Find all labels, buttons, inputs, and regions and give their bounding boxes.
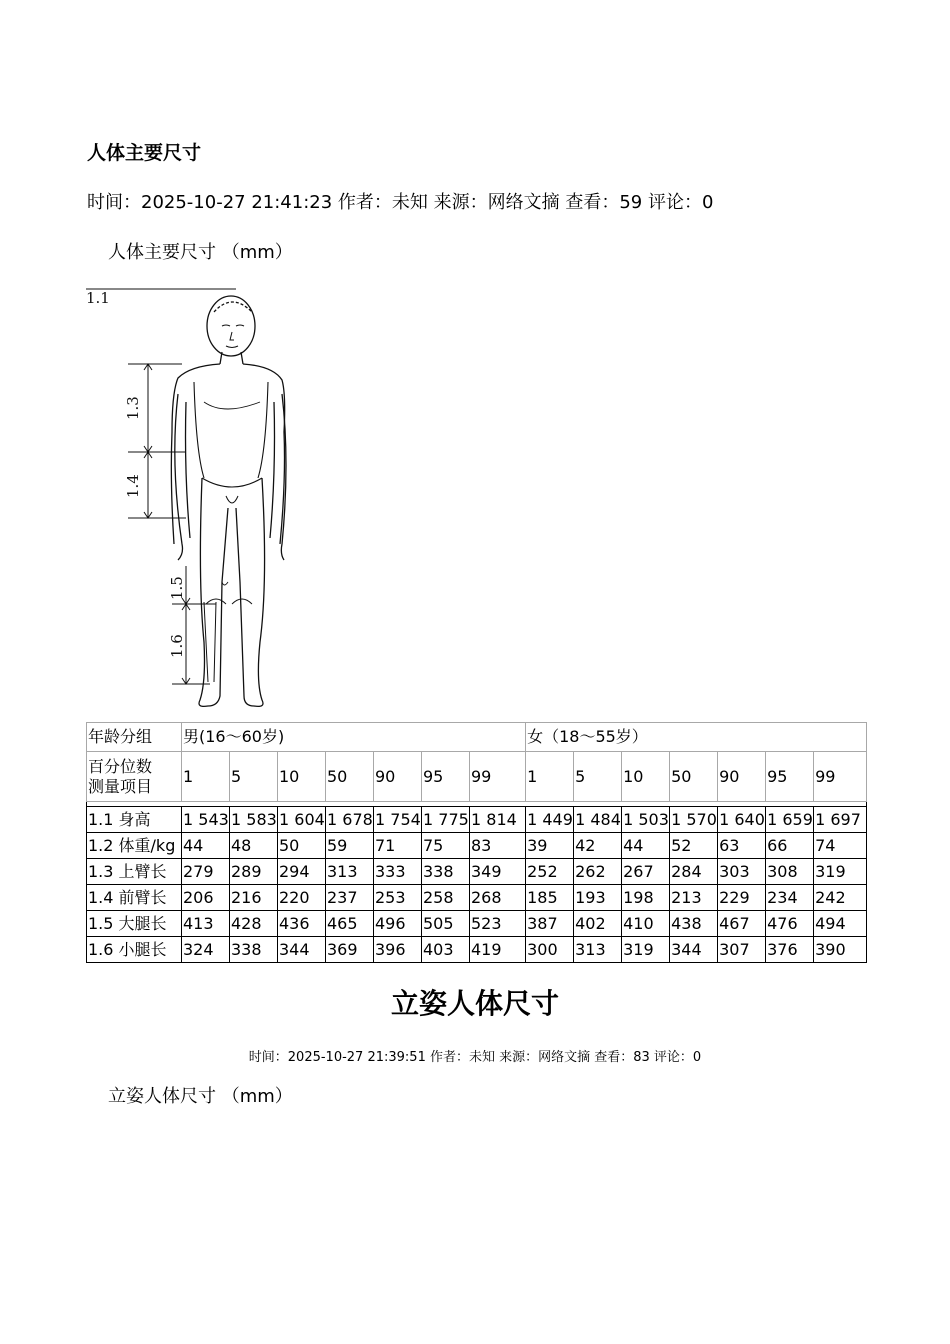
value-cell: 324 bbox=[182, 937, 230, 963]
value-cell: 1 449 bbox=[526, 807, 574, 833]
percentile-row bbox=[87, 752, 867, 802]
percentile-cell: 90 bbox=[718, 752, 766, 802]
label-1-3: 1.3 bbox=[124, 396, 142, 420]
corner-measure-item: 测量项目 bbox=[88, 776, 153, 796]
value-cell: 413 bbox=[182, 911, 230, 937]
label-1-5: 1.5 bbox=[168, 576, 186, 600]
value-cell: 1 678 bbox=[326, 807, 374, 833]
male-group-header: 男(16～60岁) bbox=[182, 723, 526, 752]
value-cell: 390 bbox=[814, 937, 867, 963]
value-cell: 39 bbox=[526, 833, 574, 859]
percentile-cell: 99 bbox=[814, 752, 867, 802]
percentile-cell: 10 bbox=[622, 752, 670, 802]
table-row bbox=[87, 833, 867, 859]
value-cell: 300 bbox=[526, 937, 574, 963]
dimension-table bbox=[86, 722, 864, 963]
value-cell: 319 bbox=[622, 937, 670, 963]
percentile-cell: 10 bbox=[278, 752, 326, 802]
value-cell: 1 659 bbox=[766, 807, 814, 833]
value-cell: 387 bbox=[526, 911, 574, 937]
value-cell: 1 814 bbox=[470, 807, 526, 833]
measure-item-cell: 1.4 前臂长 bbox=[87, 885, 182, 911]
value-cell: 71 bbox=[374, 833, 422, 859]
table-row bbox=[87, 885, 867, 911]
value-cell: 303 bbox=[718, 859, 766, 885]
value-cell: 268 bbox=[470, 885, 526, 911]
value-cell: 42 bbox=[574, 833, 622, 859]
value-cell: 279 bbox=[182, 859, 230, 885]
label-1-1: 1.1 bbox=[86, 289, 110, 307]
table-row bbox=[87, 807, 867, 833]
value-cell: 75 bbox=[422, 833, 470, 859]
value-cell: 338 bbox=[422, 859, 470, 885]
value-cell: 294 bbox=[278, 859, 326, 885]
value-cell: 1 543 bbox=[182, 807, 230, 833]
value-cell: 1 775 bbox=[422, 807, 470, 833]
value-cell: 496 bbox=[374, 911, 422, 937]
value-cell: 403 bbox=[422, 937, 470, 963]
value-cell: 319 bbox=[814, 859, 867, 885]
value-cell: 494 bbox=[814, 911, 867, 937]
value-cell: 267 bbox=[622, 859, 670, 885]
value-cell: 376 bbox=[766, 937, 814, 963]
table-row bbox=[87, 937, 867, 963]
section-subtitle: 人体主要尺寸 （mm） bbox=[108, 242, 293, 263]
value-cell: 476 bbox=[766, 911, 814, 937]
percentile-cell: 5 bbox=[230, 752, 278, 802]
value-cell: 467 bbox=[718, 911, 766, 937]
measure-item-cell: 1.2 体重/kg bbox=[87, 833, 182, 859]
percentile-cell: 5 bbox=[574, 752, 622, 802]
table-row bbox=[87, 859, 867, 885]
article-meta: 时间：2025-10-27 21:41:23 作者：未知 来源：网络文摘 查看：59 评论：0 bbox=[87, 192, 714, 213]
value-cell: 193 bbox=[574, 885, 622, 911]
value-cell: 262 bbox=[574, 859, 622, 885]
value-cell: 307 bbox=[718, 937, 766, 963]
value-cell: 185 bbox=[526, 885, 574, 911]
value-cell: 402 bbox=[574, 911, 622, 937]
value-cell: 1 570 bbox=[670, 807, 718, 833]
value-cell: 83 bbox=[470, 833, 526, 859]
value-cell: 284 bbox=[670, 859, 718, 885]
value-cell: 252 bbox=[526, 859, 574, 885]
value-cell: 48 bbox=[230, 833, 278, 859]
article-meta-2: 时间：2025-10-27 21:39:51 作者：未知 来源：网络文摘 查看：83 评论：0 bbox=[248, 1050, 702, 1065]
value-cell: 338 bbox=[230, 937, 278, 963]
article-title: 人体主要尺寸 bbox=[87, 142, 202, 164]
value-cell: 50 bbox=[278, 833, 326, 859]
value-cell: 428 bbox=[230, 911, 278, 937]
value-cell: 216 bbox=[230, 885, 278, 911]
value-cell: 436 bbox=[278, 911, 326, 937]
percentile-cell: 95 bbox=[422, 752, 470, 802]
label-1-4: 1.4 bbox=[124, 474, 142, 498]
percentile-cell: 1 bbox=[182, 752, 230, 802]
value-cell: 198 bbox=[622, 885, 670, 911]
body-dimension-figure bbox=[86, 282, 386, 714]
value-cell: 523 bbox=[470, 911, 526, 937]
value-cell: 242 bbox=[814, 885, 867, 911]
value-cell: 1 583 bbox=[230, 807, 278, 833]
value-cell: 333 bbox=[374, 859, 422, 885]
value-cell: 505 bbox=[422, 911, 470, 937]
percentile-cell: 50 bbox=[326, 752, 374, 802]
table-header-row bbox=[87, 723, 867, 752]
female-group-header: 女（18～55岁） bbox=[526, 723, 867, 752]
measure-item-cell: 1.1 身高 bbox=[87, 807, 182, 833]
corner-percentile-item bbox=[87, 752, 182, 802]
value-cell: 74 bbox=[814, 833, 867, 859]
percentile-cell: 90 bbox=[374, 752, 422, 802]
corner-age-group: 年龄分组 bbox=[87, 723, 182, 752]
value-cell: 369 bbox=[326, 937, 374, 963]
value-cell: 308 bbox=[766, 859, 814, 885]
value-cell: 1 697 bbox=[814, 807, 867, 833]
value-cell: 237 bbox=[326, 885, 374, 911]
value-cell: 1 503 bbox=[622, 807, 670, 833]
value-cell: 344 bbox=[670, 937, 718, 963]
value-cell: 59 bbox=[326, 833, 374, 859]
value-cell: 410 bbox=[622, 911, 670, 937]
section-subtitle-2: 立姿人体尺寸 （mm） bbox=[108, 1086, 293, 1107]
measure-item-cell: 1.6 小腿长 bbox=[87, 937, 182, 963]
value-cell: 1 640 bbox=[718, 807, 766, 833]
value-cell: 419 bbox=[470, 937, 526, 963]
percentile-cell: 50 bbox=[670, 752, 718, 802]
value-cell: 63 bbox=[718, 833, 766, 859]
percentile-cell: 1 bbox=[526, 752, 574, 802]
value-cell: 313 bbox=[574, 937, 622, 963]
percentile-cell: 95 bbox=[766, 752, 814, 802]
corner-percentile: 百分位数 bbox=[88, 756, 153, 776]
measure-item-cell: 1.3 上臂长 bbox=[87, 859, 182, 885]
value-cell: 438 bbox=[670, 911, 718, 937]
value-cell: 1 604 bbox=[278, 807, 326, 833]
label-1-6: 1.6 bbox=[168, 634, 186, 658]
value-cell: 313 bbox=[326, 859, 374, 885]
value-cell: 229 bbox=[718, 885, 766, 911]
value-cell: 66 bbox=[766, 833, 814, 859]
value-cell: 206 bbox=[182, 885, 230, 911]
value-cell: 44 bbox=[622, 833, 670, 859]
value-cell: 465 bbox=[326, 911, 374, 937]
value-cell: 289 bbox=[230, 859, 278, 885]
value-cell: 52 bbox=[670, 833, 718, 859]
measure-item-cell: 1.5 大腿长 bbox=[87, 911, 182, 937]
value-cell: 349 bbox=[470, 859, 526, 885]
value-cell: 253 bbox=[374, 885, 422, 911]
value-cell: 234 bbox=[766, 885, 814, 911]
value-cell: 344 bbox=[278, 937, 326, 963]
value-cell: 213 bbox=[670, 885, 718, 911]
value-cell: 1 484 bbox=[574, 807, 622, 833]
percentile-cell: 99 bbox=[470, 752, 526, 802]
value-cell: 1 754 bbox=[374, 807, 422, 833]
article-title-2: 立姿人体尺寸 bbox=[390, 987, 559, 1020]
value-cell: 220 bbox=[278, 885, 326, 911]
value-cell: 396 bbox=[374, 937, 422, 963]
value-cell: 258 bbox=[422, 885, 470, 911]
value-cell: 44 bbox=[182, 833, 230, 859]
table-row bbox=[87, 911, 867, 937]
